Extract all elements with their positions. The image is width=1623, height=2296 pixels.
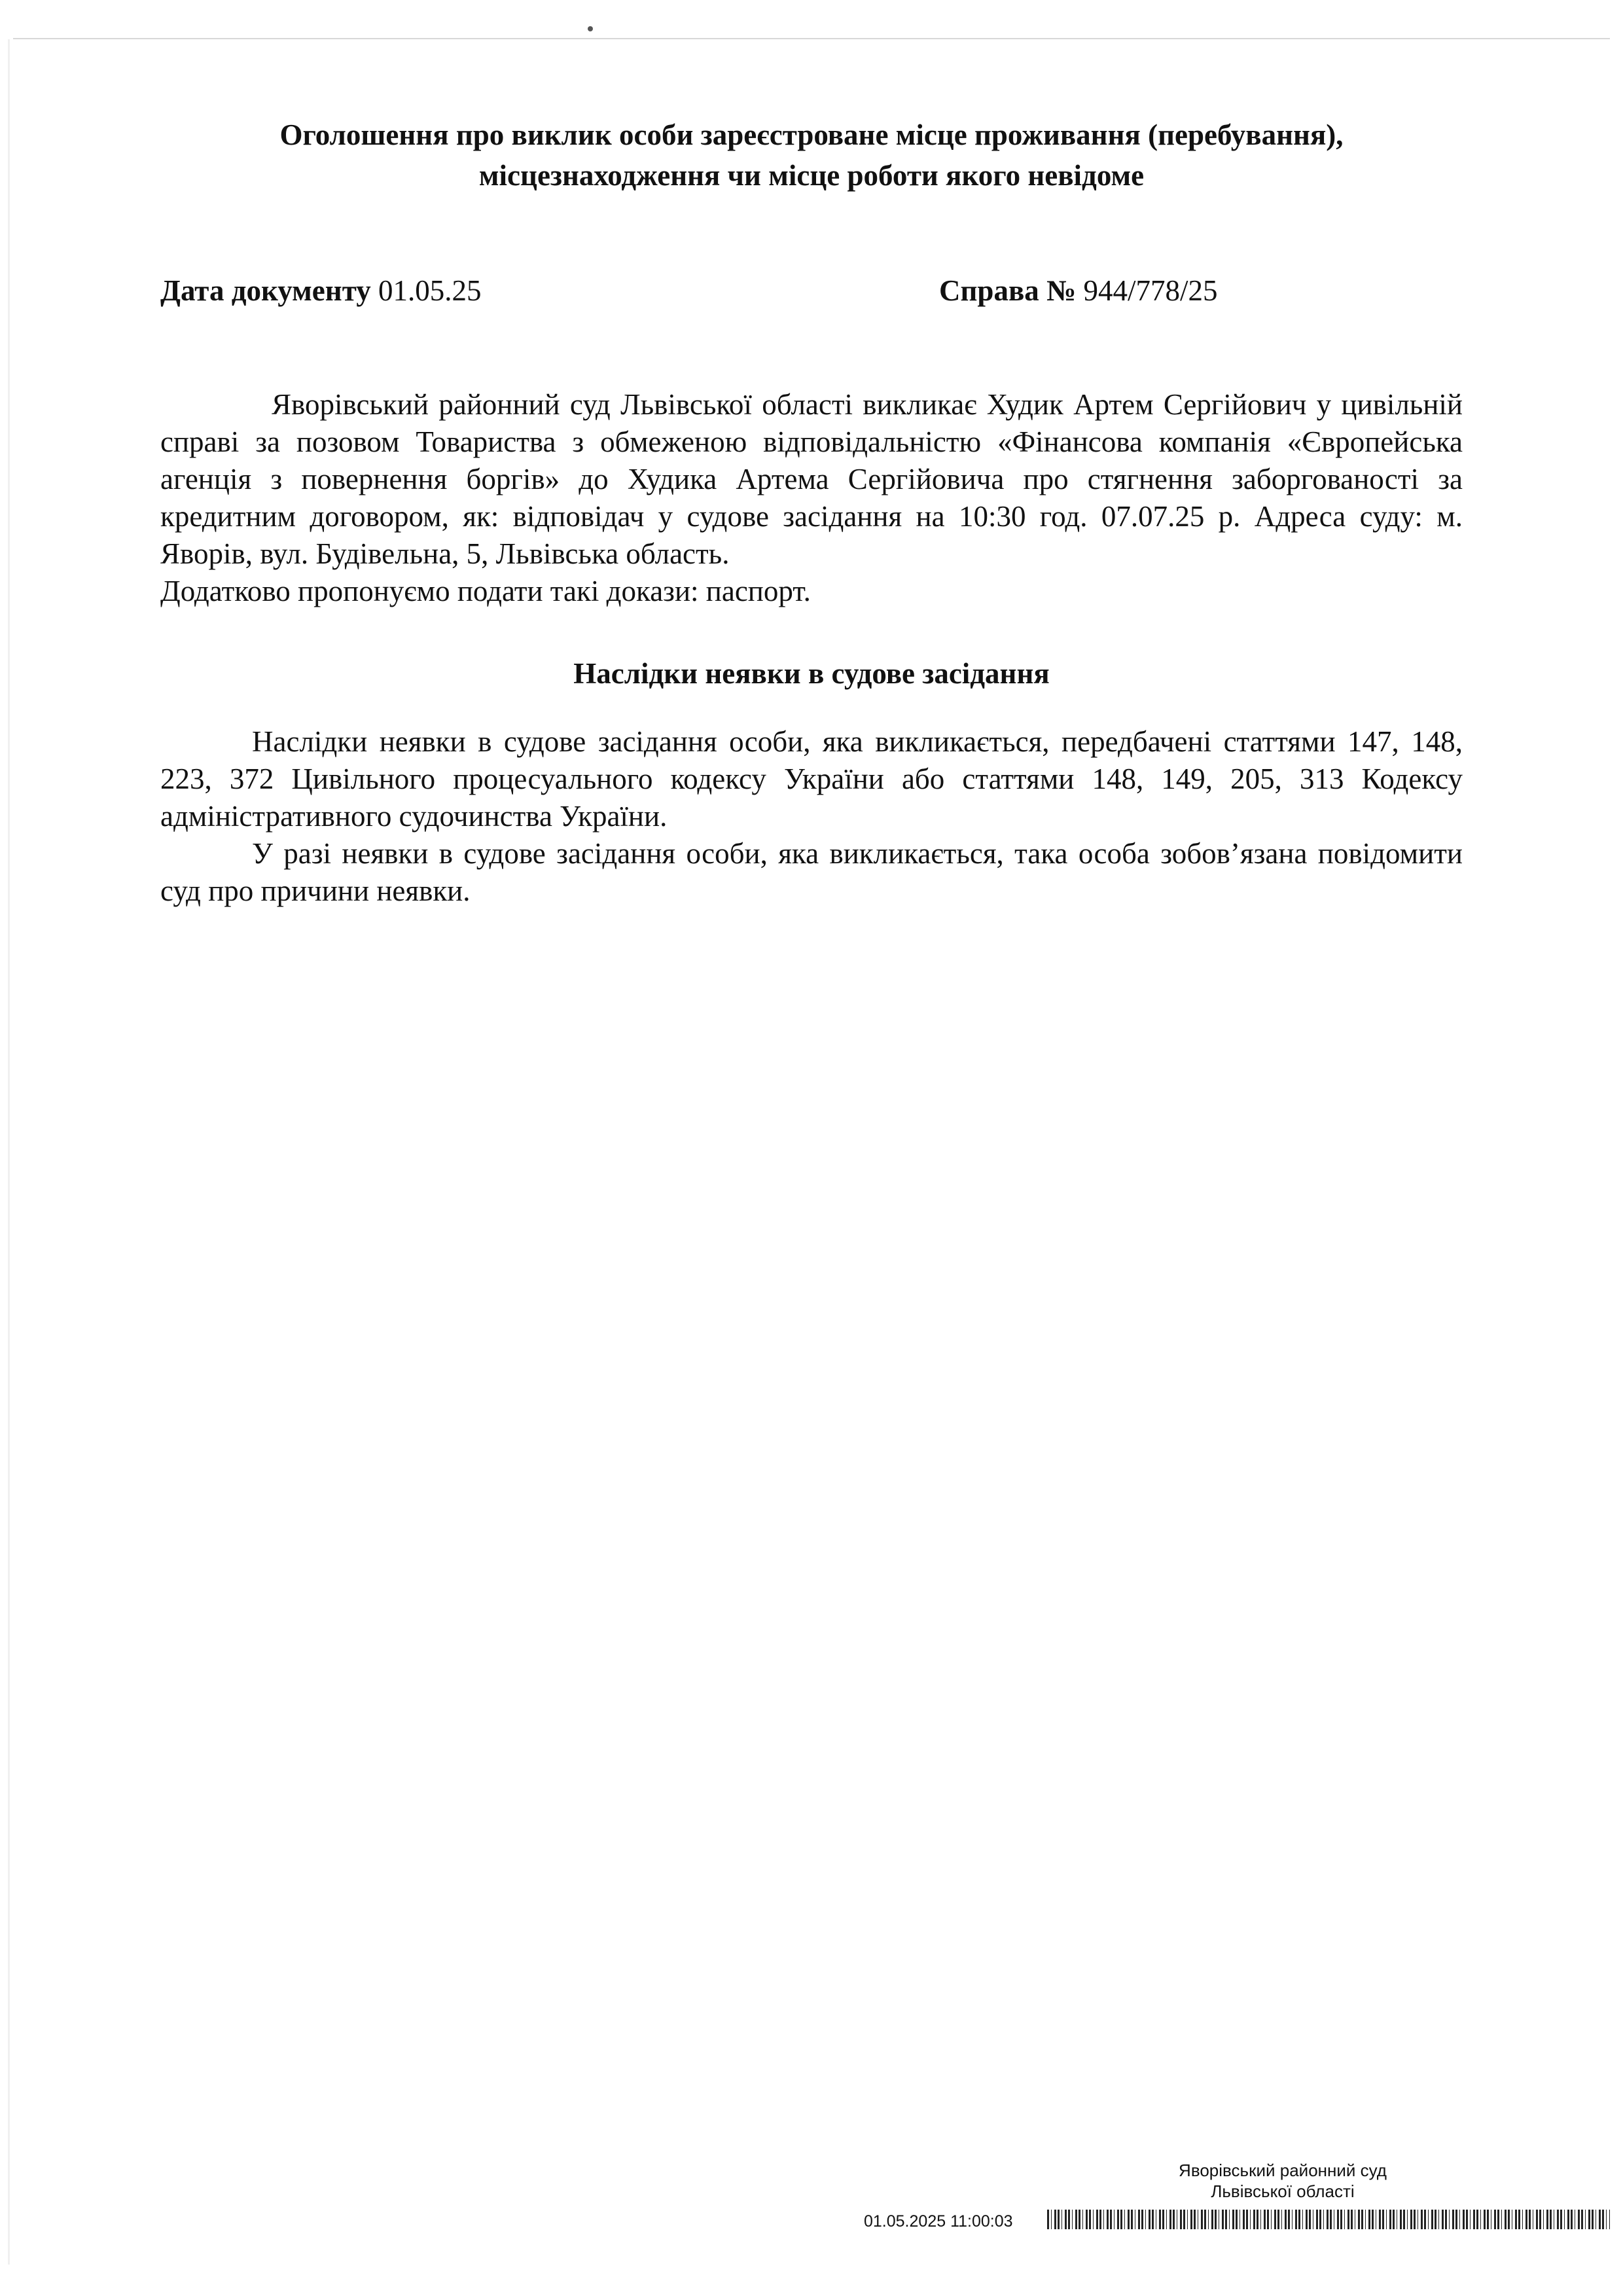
- consequences-paragraph-2: У разі неявки в судове засідання особи, яка викликається, така особа зобов’язана повідомити суд про причини неявки.: [160, 837, 1463, 907]
- summons-body: [160, 386, 1463, 610]
- title-line-2: місцезнаходження чи місце роботи якого невідоме: [478, 159, 1145, 192]
- consequences-body: [160, 723, 1463, 910]
- stamp-court-line-2: Львівської області: [1211, 2181, 1355, 2201]
- consequences-heading: Наслідки неявки в судове засідання: [573, 657, 1050, 690]
- title-line-1: Оголошення про виклик особи зареєстроване місце проживання (перебування),: [279, 118, 1344, 151]
- document-title: [157, 115, 1466, 196]
- registration-stamp: [864, 2160, 1610, 2291]
- evidence-paragraph: Додатково пропонуємо подати такі докази: паспорт.: [160, 575, 811, 607]
- date-value: 01.05.25: [378, 274, 482, 307]
- scan-edge-line: [13, 38, 1610, 39]
- document-date: [160, 274, 481, 308]
- summons-paragraph: Яворівський районний суд Львівської області викликає Худик Артем Сергійович у цивільній справі за позовом Товариства з обмеженою відповідальністю «Фінансова компанія «Європейська агенція з повернення боргів» до Худика Артема Сергійовича про стягнення заборгованості за кредитним договором, як: відповідач у судове засідання на 10:30 год. 07.07.25 р. Адреса суду: м. Яворів, вул. Будівельна, 5, Львівська область.: [160, 388, 1463, 570]
- case-number: [939, 274, 1218, 308]
- barcode: [1047, 2210, 1610, 2229]
- case-value: 944/778/25: [1083, 274, 1218, 307]
- scan-left-edge: [8, 39, 10, 2265]
- stamp-court-name: [1152, 2160, 1414, 2202]
- stamp-court-line-1: Яворівський районний суд: [1179, 2161, 1387, 2180]
- scan-dot: [588, 26, 593, 31]
- date-label: Дата документу: [160, 274, 371, 307]
- stamp-timestamp: 01.05.2025 11:00:03: [864, 2212, 1013, 2231]
- consequences-paragraph-1: Наслідки неявки в судове засідання особи, яка викликається, передбачені статтями 147, 148, 223, 372 Цивільного процесуального кодексу України або статтями 148, 149, 205, 313 Кодексу адміністративного судочинства України.: [160, 725, 1463, 833]
- case-label: Справа №: [939, 274, 1077, 307]
